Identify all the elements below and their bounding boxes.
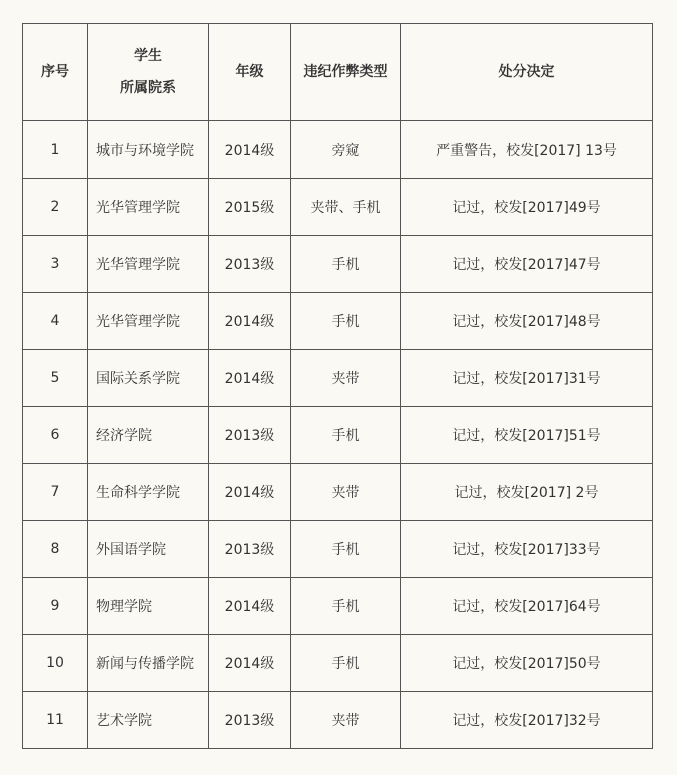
cell-grade: 2014级	[209, 578, 291, 635]
cell-grade: 2015级	[209, 179, 291, 236]
cell-department: 经济学院	[88, 407, 209, 464]
cell-department: 艺术学院	[88, 692, 209, 749]
table-row	[23, 521, 653, 578]
cell-department: 光华管理学院	[88, 293, 209, 350]
table-row	[23, 293, 653, 350]
cell-decision: 严重警告，校发[2017] 13号	[401, 121, 653, 179]
cell-grade: 2013级	[209, 521, 291, 578]
cell-index: 1	[23, 121, 88, 179]
cell-violation-type: 手机	[291, 407, 401, 464]
cell-index: 10	[23, 635, 88, 692]
cell-index: 11	[23, 692, 88, 749]
table-row	[23, 179, 653, 236]
cell-grade: 2013级	[209, 692, 291, 749]
cell-violation-type: 夹带	[291, 464, 401, 521]
cell-department: 物理学院	[88, 578, 209, 635]
cell-index: 2	[23, 179, 88, 236]
cell-violation-type: 夹带	[291, 350, 401, 407]
header-student-line1: 学生	[134, 48, 162, 64]
cell-violation-type: 手机	[291, 293, 401, 350]
cell-index: 4	[23, 293, 88, 350]
cell-grade: 2013级	[209, 407, 291, 464]
cell-violation-type: 旁窥	[291, 121, 401, 179]
cell-index: 7	[23, 464, 88, 521]
cell-department: 城市与环境学院	[88, 121, 209, 179]
table-row	[23, 121, 653, 179]
cell-violation-type: 夹带、手机	[291, 179, 401, 236]
cell-department: 外国语学院	[88, 521, 209, 578]
cell-decision: 记过，校发[2017]64号	[401, 578, 653, 635]
cell-decision: 记过，校发[2017]47号	[401, 236, 653, 293]
cell-decision: 记过，校发[2017] 2号	[401, 464, 653, 521]
cell-department: 新闻与传播学院	[88, 635, 209, 692]
cell-violation-type: 手机	[291, 635, 401, 692]
header-row	[23, 24, 653, 121]
table-row	[23, 578, 653, 635]
header-student-line2: 所属院系	[120, 80, 176, 96]
discipline-table	[22, 23, 653, 749]
cell-decision: 记过，校发[2017]33号	[401, 521, 653, 578]
cell-violation-type: 手机	[291, 521, 401, 578]
header-student-dept	[88, 24, 209, 121]
cell-grade: 2014级	[209, 635, 291, 692]
cell-decision: 记过，校发[2017]32号	[401, 692, 653, 749]
table-row	[23, 350, 653, 407]
cell-grade: 2014级	[209, 293, 291, 350]
cell-decision: 记过，校发[2017]51号	[401, 407, 653, 464]
cell-department: 光华管理学院	[88, 179, 209, 236]
header-violation-type: 违纪作弊类型	[291, 24, 401, 121]
cell-department: 生命科学学院	[88, 464, 209, 521]
cell-grade: 2014级	[209, 464, 291, 521]
header-decision: 处分决定	[401, 24, 653, 121]
cell-decision: 记过，校发[2017]31号	[401, 350, 653, 407]
cell-grade: 2014级	[209, 350, 291, 407]
cell-decision: 记过，校发[2017]49号	[401, 179, 653, 236]
cell-grade: 2013级	[209, 236, 291, 293]
header-grade: 年级	[209, 24, 291, 121]
cell-violation-type: 夹带	[291, 692, 401, 749]
table-row	[23, 236, 653, 293]
cell-index: 6	[23, 407, 88, 464]
header-index: 序号	[23, 24, 88, 121]
cell-violation-type: 手机	[291, 578, 401, 635]
table-row	[23, 692, 653, 749]
cell-decision: 记过，校发[2017]48号	[401, 293, 653, 350]
cell-index: 9	[23, 578, 88, 635]
cell-department: 国际关系学院	[88, 350, 209, 407]
table-row	[23, 464, 653, 521]
cell-department: 光华管理学院	[88, 236, 209, 293]
cell-violation-type: 手机	[291, 236, 401, 293]
cell-index: 3	[23, 236, 88, 293]
table-row	[23, 407, 653, 464]
cell-index: 8	[23, 521, 88, 578]
cell-grade: 2014级	[209, 121, 291, 179]
table-row	[23, 635, 653, 692]
cell-decision: 记过，校发[2017]50号	[401, 635, 653, 692]
cell-index: 5	[23, 350, 88, 407]
